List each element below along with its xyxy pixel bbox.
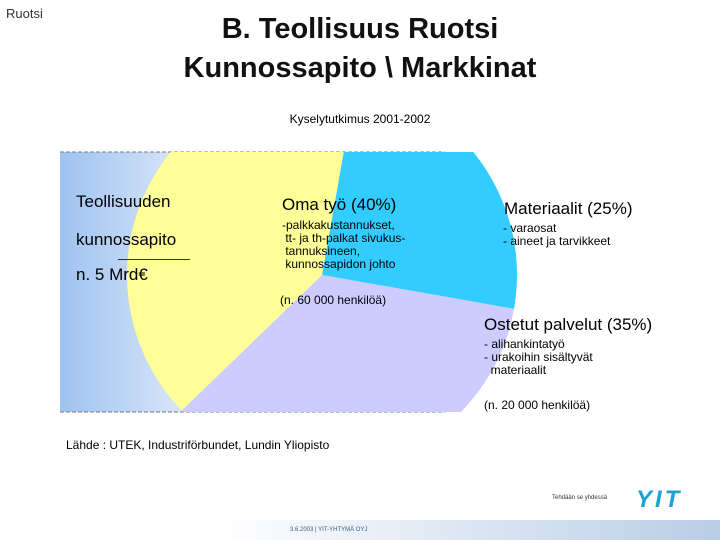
left-panel-line-2: kunnossapito	[76, 230, 177, 249]
ostetut-palvelut-description: - alihankintatyö - urakoihin sisältyvät materiaalit	[484, 337, 593, 377]
materiaalit-title: Materiaalit (25%)	[504, 199, 633, 218]
left-panel-line-3: n. 5 Mrd€	[76, 265, 148, 284]
corner-label: Ruotsi	[6, 6, 43, 21]
subtitle: Kyselytutkimus 2001-2002	[289, 112, 431, 126]
oma-tyo-description: -palkkakustannukset, tt- ja th-palkat sivukus- tannuksineen, kunnossapidon johto	[282, 218, 406, 271]
footer-text: 3.6.2003 | YIT-YHTYMÄ OYJ	[290, 527, 368, 533]
yit-logo: YIT	[636, 486, 683, 513]
materiaalit-description: - varaosat - aineet ja tarvikkeet	[503, 221, 611, 248]
title-line-1: B. Teollisuus Ruotsi	[221, 13, 499, 45]
left-panel-divider	[118, 259, 190, 260]
oma-tyo-count: (n. 60 000 henkilöä)	[280, 293, 387, 307]
source-note: Lähde : UTEK, Industriförbundet, Lundin Yliopisto	[66, 438, 330, 452]
ostetut-palvelut-title: Ostetut palvelut (35%)	[484, 315, 653, 334]
ostetut-palvelut-count: (n. 20 000 henkilöä)	[484, 398, 591, 412]
page-title	[100, 10, 620, 88]
oma-tyo-title: Oma työ (40%)	[282, 195, 397, 214]
left-panel-line-1: Teollisuuden	[76, 192, 171, 211]
footer-slogan: Tehdään se yhdessä	[552, 495, 608, 501]
title-line-2: Kunnossapito \ Markkinat	[183, 52, 537, 84]
